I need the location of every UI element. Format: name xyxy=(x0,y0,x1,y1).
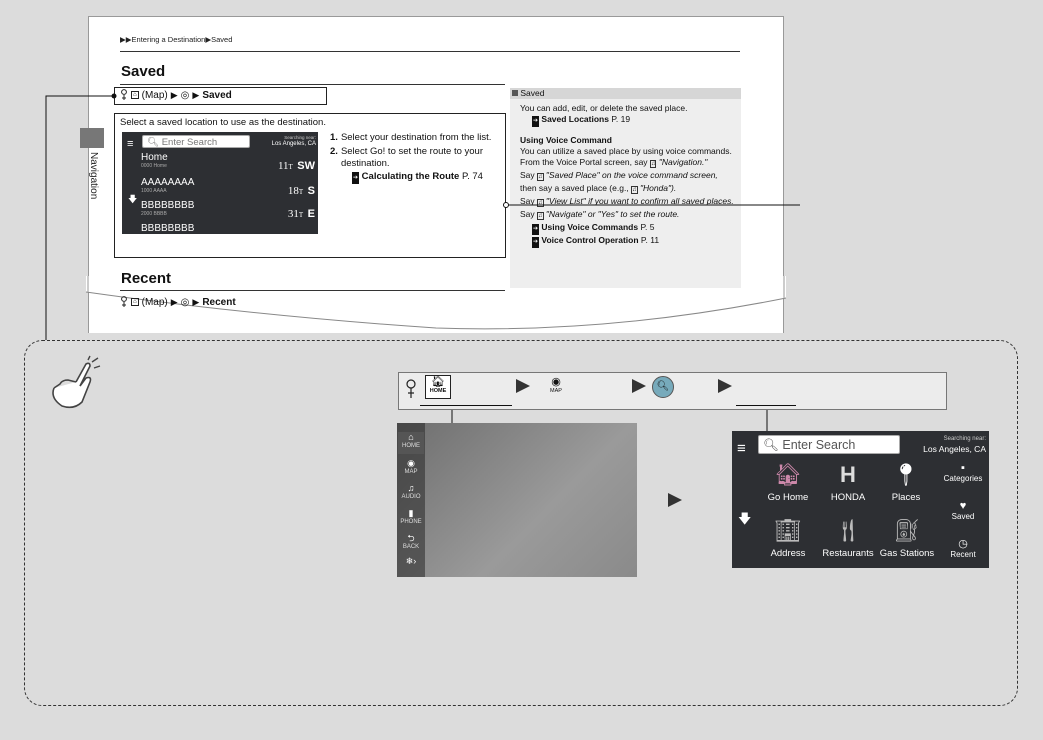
arrow-icon: ▶ xyxy=(170,89,178,100)
house-icon: 🏠︎ xyxy=(774,462,802,487)
saved-button[interactable]: ♥ Saved xyxy=(940,500,986,521)
home-screen xyxy=(397,423,637,577)
voice-icon xyxy=(406,378,416,400)
searching-near-value: Los Angeles, CA xyxy=(271,141,316,147)
arrow-icon xyxy=(632,379,646,393)
tile-places[interactable]: 📍︎ Places xyxy=(880,458,932,506)
underline xyxy=(420,405,512,406)
arrow-icon xyxy=(516,379,530,393)
list-item[interactable]: AAAAAAAA 1000 AAAA 18T S xyxy=(141,177,315,197)
nav-map-label: (Map) xyxy=(141,89,168,101)
searching-near-value: Los Angeles, CA xyxy=(923,444,986,454)
search-icon: 🔍︎ xyxy=(147,137,160,148)
scroll-down-icon[interactable]: 🡇 xyxy=(738,511,752,526)
searching-near-label: Searching near: xyxy=(284,135,316,140)
scroll-down-icon[interactable]: 🡇 xyxy=(128,194,138,204)
tile-honda[interactable]: H HONDA xyxy=(822,458,874,506)
talk-icon: ♫ xyxy=(538,174,543,180)
sidebar-item-audio[interactable]: ♫ AUDIO xyxy=(398,483,424,500)
phone-icon: ▮ xyxy=(408,508,414,518)
search-button[interactable] xyxy=(652,376,674,398)
ref-saved-locations[interactable]: ➔ Saved Locations P. 19 xyxy=(520,114,738,127)
recent-nav-path: ⌂ (Map) ▶ ◎ ▶ Recent xyxy=(120,296,236,308)
instruction-text: Select a saved location to use as the destination. xyxy=(120,117,326,128)
recent-button[interactable]: ◷ Recent xyxy=(940,537,986,559)
fuel-pump-icon: ⛽︎ xyxy=(893,518,921,543)
tile-address[interactable]: 🏢︎ Address xyxy=(762,514,814,562)
tile-go-home[interactable]: 🏠︎ Go Home xyxy=(762,458,814,506)
honda-logo-icon: H xyxy=(840,462,856,487)
restaurant-icon: 🍴︎ xyxy=(834,518,862,543)
search-icon: 🔍︎ xyxy=(656,381,670,392)
search-circle-icon: ◎ xyxy=(180,89,190,101)
map-icon: ◉ xyxy=(551,376,561,388)
step-item: 2. Select Go! to set the route to your destination. xyxy=(330,146,483,169)
section-title-recent: Recent xyxy=(121,270,172,287)
arrow-icon xyxy=(668,493,682,507)
map-icon: ◉ xyxy=(407,458,415,468)
clock-icon: ◷ xyxy=(958,538,968,550)
note-body: You can add, edit, or delete the saved place. ➔ Saved Locations P. 19 Using Voice Command You can utilize a saved place by using voice commands. From the Voice Portal screen, say ♫ "Navigation." Say ♫ "Saved Place" on the voice command screen, then say a saved place (e.g., ♫ "Honda"). Say ♫ "View List" if you want to confirm all saved places. Say ♫ "Navigate" or "Yes" to set the route. ➔ Using Voice Commands P. 5 ➔ Voice Control Operation P. 11 xyxy=(520,103,738,248)
search-circle-icon: ◎ xyxy=(180,296,190,308)
map-button[interactable]: ◉ MAP xyxy=(545,376,567,394)
underline xyxy=(736,405,796,406)
list-item[interactable]: BBBBBBBB 2000 BBBB 31T E xyxy=(141,200,315,220)
reference-icon: ➔ xyxy=(352,172,359,184)
ref-using-voice[interactable]: ➔ Using Voice Commands P. 5 xyxy=(520,222,738,235)
map-button-icon: ⌂ xyxy=(133,299,137,305)
talk-icon: ♫ xyxy=(650,161,656,167)
sidebar-item-phone[interactable]: ▮ PHONE xyxy=(398,508,424,525)
menu-icon[interactable]: ≡ xyxy=(127,138,134,150)
menu-icon[interactable]: ≡ xyxy=(737,440,746,457)
home-icon: ⌂ xyxy=(408,432,414,442)
ref-voice-control[interactable]: ➔ Voice Control Operation P. 11 xyxy=(520,235,738,248)
breadcrumb: ▶▶Entering a Destination▶Saved xyxy=(120,35,233,44)
music-icon: ♫ xyxy=(407,483,415,493)
arrow-icon: ▶ xyxy=(192,89,200,100)
tile-restaurants[interactable]: 🍴︎ Restaurants xyxy=(818,514,878,562)
sidebar-item-back[interactable]: ⮌ BACK xyxy=(398,533,424,550)
step-item: 1. Select your destination from the list. xyxy=(330,132,492,143)
talk-icon: ♫ xyxy=(632,187,637,193)
climate-icon[interactable]: ❄› xyxy=(405,556,417,566)
arrow-icon: ▶ xyxy=(170,296,178,307)
home-icon: 🏠︎ xyxy=(431,376,445,388)
arrow-icon: ▶ xyxy=(192,296,200,307)
home-button[interactable]: 🏠︎ HOME xyxy=(425,375,451,399)
section-title-saved: Saved xyxy=(121,63,166,80)
search-icon: 🔍︎ xyxy=(763,438,779,452)
reference-icon: ➔ xyxy=(532,116,539,127)
nav-target: Saved xyxy=(202,89,232,101)
search-input[interactable]: 🔍︎ Enter Search xyxy=(142,135,250,148)
ref-calculating-route[interactable]: ➔ Calculating the Route P. 74 xyxy=(353,171,483,182)
heart-icon: ♥ xyxy=(959,500,967,512)
map-button-icon: ⌂ xyxy=(133,92,137,98)
side-tab-label: Navigation xyxy=(88,152,99,200)
reference-icon: ➔ xyxy=(532,237,539,248)
map-pin-icon: 📍︎ xyxy=(892,462,920,487)
talk-icon: ♫ xyxy=(538,213,543,219)
building-icon: 🏢︎ xyxy=(774,518,802,543)
search-input[interactable]: 🔍︎ Enter Search xyxy=(758,435,900,454)
touch-hand-icon xyxy=(46,358,102,412)
searching-near-label: Searching near: xyxy=(943,436,986,442)
categories-button[interactable]: ▪ Categories xyxy=(940,462,986,483)
categories-icon: ▪ xyxy=(961,462,965,474)
sidebar-item-map[interactable]: ◉ MAP xyxy=(398,458,424,475)
tile-gas-stations[interactable]: ⛽︎ Gas Stations xyxy=(878,514,936,562)
sidebar-item-home[interactable]: ⌂ HOME xyxy=(398,432,424,454)
talk-icon: ♫ xyxy=(538,200,543,206)
arrow-icon xyxy=(718,379,732,393)
list-item[interactable]: BBBBBBBB 1346T E xyxy=(141,223,315,245)
list-item[interactable]: Home 0000 Home 11T SW xyxy=(141,152,315,172)
note-header: Saved xyxy=(510,88,741,99)
reference-icon: ➔ xyxy=(532,224,539,235)
back-icon: ⮌ xyxy=(407,533,415,543)
